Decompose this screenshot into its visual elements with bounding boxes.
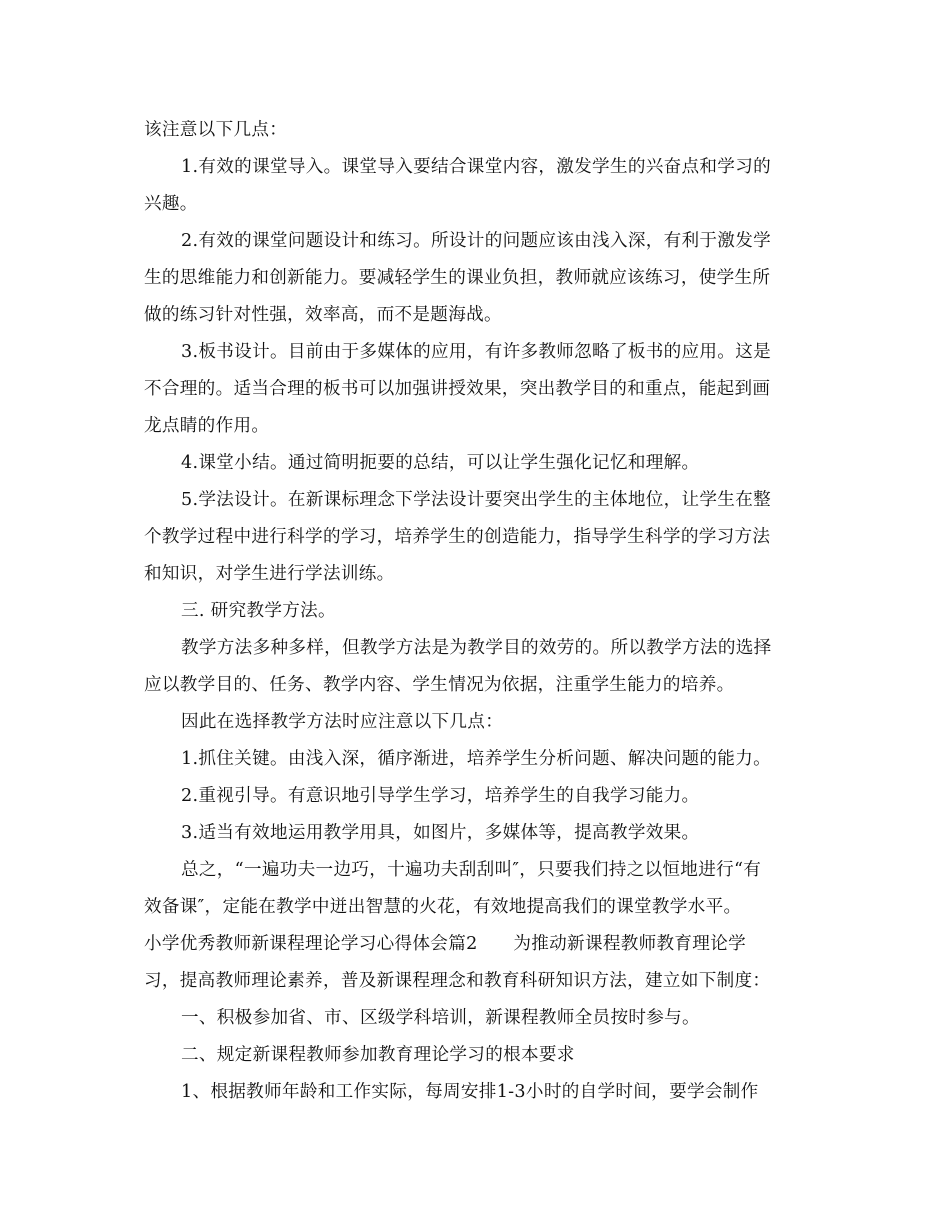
- text-line: 2.重视引导。有意识地引导学生学习，培养学生的自我学习能力。: [181, 786, 700, 806]
- text-line: 应以教学目的、任务、教学内容、学生情况为依据，注重学生能力的培养。: [144, 675, 735, 695]
- article-title-line: 小学优秀教师新课程理论学习心得体会篇2 为推动新课程教师教育理论学: [144, 934, 746, 954]
- text-line: 3.板书设计。目前由于多媒体的应用，有许多教师忽略了板书的应用。这是: [181, 342, 771, 362]
- text-line: 一、积极参加省、市、区级学科培训，新课程教师全员按时参与。: [181, 1008, 700, 1028]
- text-line: 和知识，对学生进行学法训练。: [144, 564, 395, 584]
- text-line: 个教学过程中进行科学的学习，培养学生的创造能力，指导学生科学的学习方法: [144, 527, 771, 547]
- text-line: 该注意以下几点：: [144, 120, 288, 140]
- text-line: 因此在选择教学方法时应注意以下几点：: [181, 712, 504, 732]
- text-line: 效备课″，定能在教学中迸出智慧的火花，有效地提高我们的课堂教学水平。: [144, 897, 742, 917]
- text-line: 龙点睛的作用。: [144, 416, 270, 436]
- text-line: 生的思维能力和创新能力。要减轻学生的课业负担，教师就应该练习，使学生所: [144, 268, 771, 288]
- text-line: 2.有效的课堂问题设计和练习。所设计的问题应该由浅入深，有利于激发学: [181, 231, 771, 251]
- text-line: 1.抓住关键。由浅入深，循序渐进，培养学生分析问题、解决问题的能力。: [181, 749, 771, 769]
- text-line: 4.课堂小结。通过简明扼要的总结，可以让学生强化记忆和理解。: [181, 453, 700, 473]
- text-line: 不合理的。适当合理的板书可以加强讲授效果，突出教学目的和重点，能起到画: [144, 379, 771, 399]
- text-line: 3.适当有效地运用教学用具，如图片，多媒体等，提高教学效果。: [181, 823, 700, 843]
- text-line: 教学方法多种多样，但教学方法是为教学目的效劳的。所以教学方法的选择: [181, 638, 772, 658]
- text-line: 做的练习针对性强，效率高，而不是题海战。: [144, 305, 502, 325]
- text-line: 5.学法设计。在新课标理念下学法设计要突出学生的主体地位，让学生在整: [181, 490, 771, 510]
- text-line: 兴趣。: [144, 194, 198, 214]
- text-line: 1、根据教师年龄和工作实际，每周安排1-3小时的自学时间，要学会制作: [181, 1082, 759, 1102]
- text-line: 1.有效的课堂导入。课堂导入要结合课堂内容，激发学生的兴奋点和学习的: [181, 157, 771, 177]
- section-heading: 三. 研究教学方法。: [181, 601, 336, 621]
- text-line: 总之，“一遍功夫一边巧，十遍功夫刮刮叫″，只要我们持之以恒地进行“有: [181, 860, 762, 880]
- text-line: 二、规定新课程教师参加教育理论学习的根本要求: [181, 1045, 575, 1065]
- text-line: 习，提高教师理论素养，普及新课程理念和教育科研知识方法，建立如下制度：: [144, 971, 771, 991]
